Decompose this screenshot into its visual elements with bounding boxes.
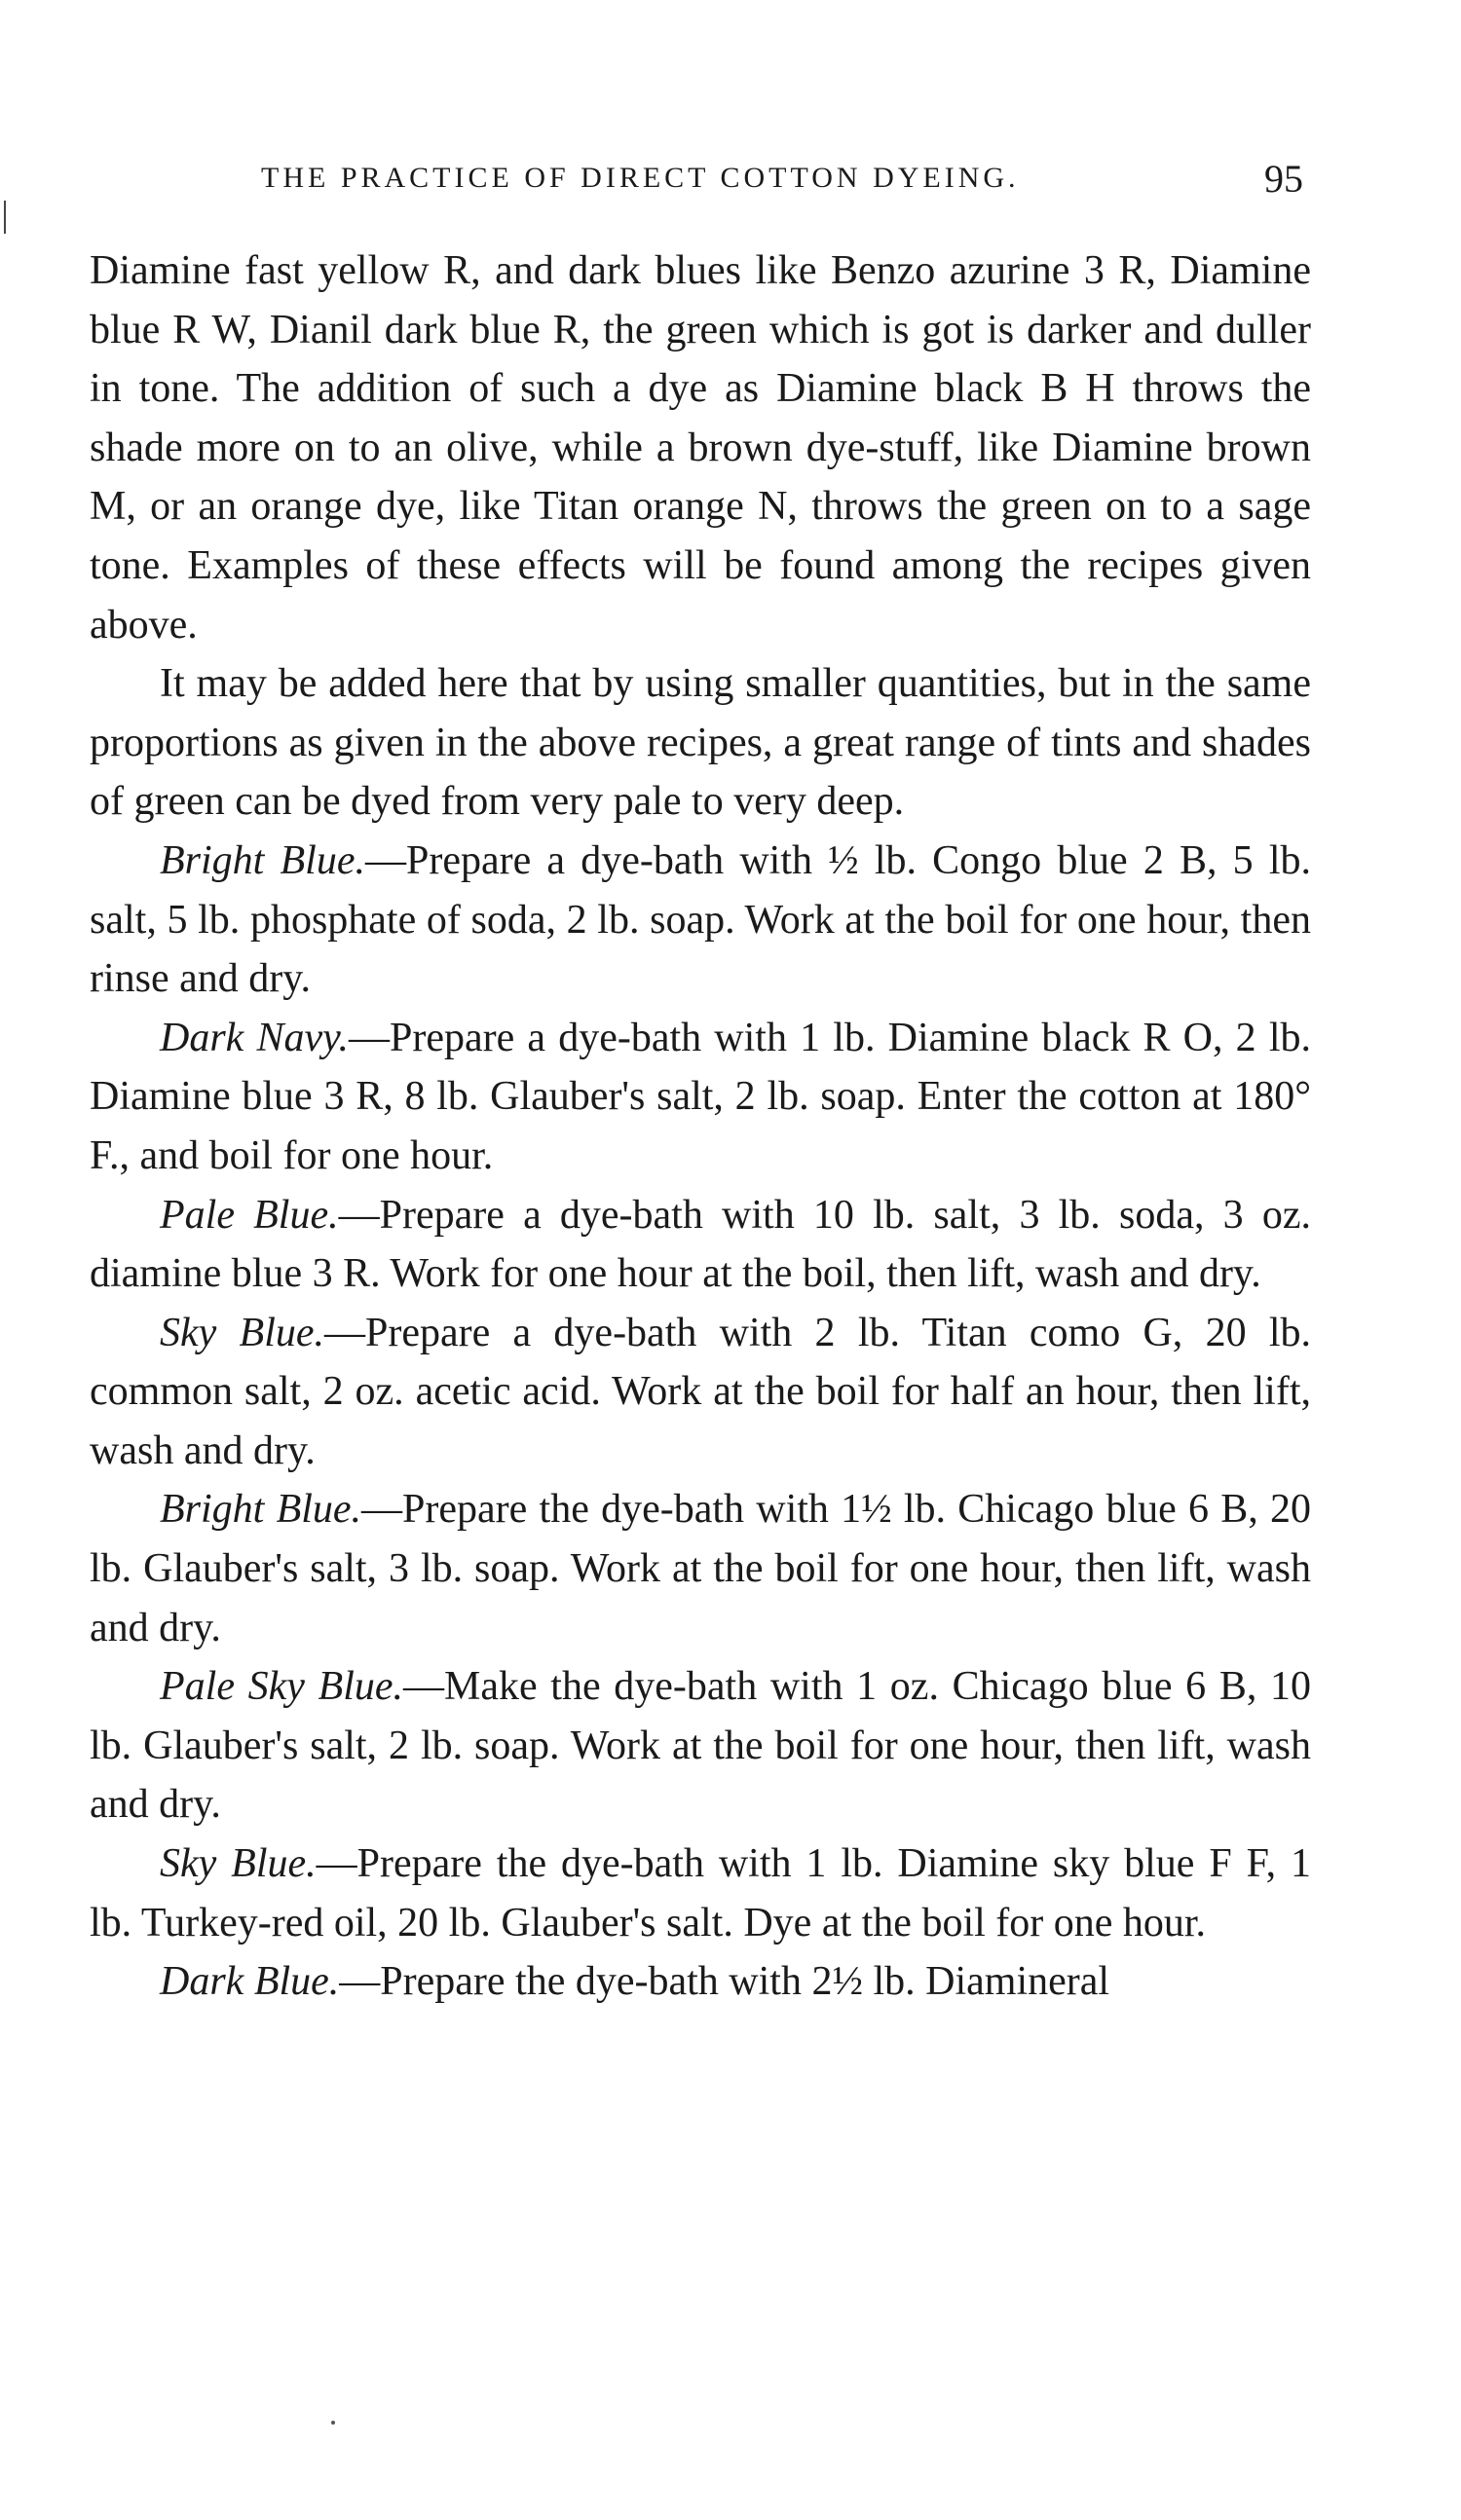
- print-speck: [331, 2421, 335, 2425]
- recipe-body: —Prepare the dye-bath with 1 lb. Diamine sky blue F F, 1 lb. Turkey-red oil, 20 lb. Glauber's salt. Dye at the boil for one hour.: [90, 1841, 1311, 1946]
- paragraph: [90, 241, 1311, 654]
- running-head: THE PRACTICE OF DIRECT COTTON DYEING.: [261, 162, 1020, 194]
- page-number: 95: [1264, 157, 1303, 201]
- paragraph: [90, 654, 1311, 832]
- recipe-title: Bright Blue.: [160, 837, 365, 883]
- recipe-paragraph: [90, 1657, 1311, 1834]
- body-text: [90, 241, 1311, 2012]
- recipe-body: —Prepare a dye-bath with 2 lb. Titan como G, 20 lb. common salt, 2 oz. acetic acid. Work at the boil for half an hour, then lift, wash and dry.: [90, 1310, 1311, 1473]
- recipe-paragraph: [90, 1304, 1311, 1481]
- recipe-title: Sky Blue.: [160, 1310, 325, 1355]
- recipe-body: —Prepare the dye-bath with 1½ lb. Chicago blue 6 B, 20 lb. Glauber's salt, 3 lb. soap. Work at the boil for one hour, then lift, wash and dry.: [90, 1487, 1311, 1650]
- recipe-title: Pale Sky Blue.: [160, 1664, 404, 1710]
- recipe-body: —Make the dye-bath with 1 oz. Chicago blue 6 B, 10 lb. Glauber's salt, 2 lb. soap. Work at the boil for one hour, then lift, wash and dry.: [90, 1664, 1311, 1828]
- recipe-paragraph: [90, 832, 1311, 1009]
- margin-mark: [4, 201, 6, 234]
- recipe-paragraph: [90, 1009, 1311, 1186]
- recipe-title: Pale Blue.: [160, 1192, 339, 1238]
- paragraph-body: Diamine fast yellow R, and dark blues like Benzo azurine 3 R, Diamine blue R W, Dianil dark blue R, the green which is got is darker and duller in tone. The addition of such a dye as Diamine black B H throws the shade more on to an olive, while a brown dye-stuff, like Diamine brown M, or an orange dye, like Titan orange N, throws the green on to a sage tone. Examples of these effects will be found among the recipes given above.: [90, 248, 1311, 648]
- recipe-body: —Prepare a dye-bath with 1 lb. Diamine black R O, 2 lb. Diamine blue 3 R, 8 lb. Glauber's salt, 2 lb. soap. Enter the cotton at 180° F., and boil for one hour.: [90, 1015, 1312, 1178]
- recipe-title: Dark Navy.: [160, 1015, 349, 1060]
- recipe-body: —Prepare a dye-bath with ½ lb. Congo blue 2 B, 5 lb. salt, 5 lb. phosphate of soda, 2 lb. soap. Work at the boil for one hour, then rinse and dry.: [90, 837, 1311, 1002]
- recipe-title: Dark Blue.: [160, 1959, 340, 2005]
- recipe-paragraph: [90, 1952, 1311, 2012]
- recipe-paragraph: [90, 1834, 1311, 1952]
- recipe-paragraph: [90, 1480, 1311, 1657]
- recipe-body: —Prepare a dye-bath with 10 lb. salt, 3 lb. soda, 3 oz. diamine blue 3 R. Work for one hour at the boil, then lift, wash and dry.: [90, 1192, 1311, 1297]
- recipe-paragraph: [90, 1186, 1311, 1304]
- recipe-title: Bright Blue.: [160, 1487, 362, 1533]
- recipe-title: Sky Blue.: [160, 1841, 317, 1887]
- recipe-body: —Prepare the dye-bath with 2½ lb. Diamineral: [339, 1959, 1110, 2005]
- paragraph-body: It may be added here that by using smaller quantities, but in the same proportions as given in the above recipes, a great range of tints and shades of green can be dyed from very pale to very deep.: [90, 661, 1311, 825]
